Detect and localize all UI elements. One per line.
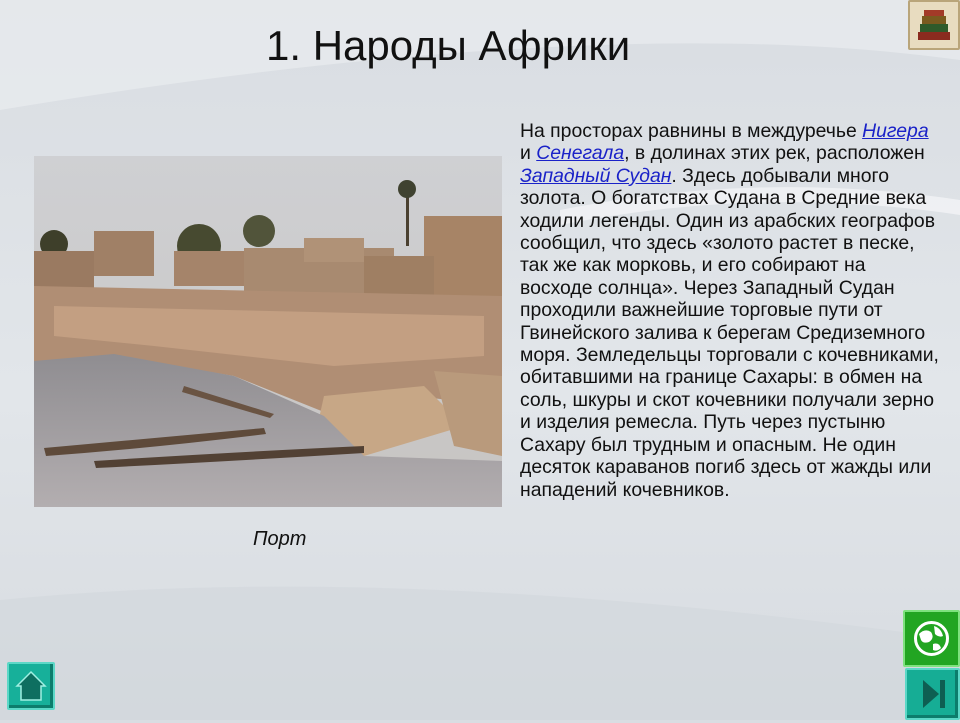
body-text-part: На просторах равнины в междуречье bbox=[520, 120, 863, 142]
link-western-sudan[interactable]: Западный Судан bbox=[520, 164, 672, 187]
photo-caption: Порт bbox=[253, 528, 307, 550]
slide-title: 1. Народы Африки bbox=[266, 22, 631, 69]
next-button[interactable] bbox=[905, 668, 960, 720]
body-text bbox=[520, 120, 940, 501]
link-niger[interactable]: Нигера bbox=[862, 120, 929, 142]
globe-button[interactable] bbox=[903, 610, 960, 667]
home-button[interactable] bbox=[7, 662, 55, 710]
body-text-part: и bbox=[520, 142, 537, 165]
port-photo bbox=[34, 156, 502, 507]
next-icon bbox=[907, 670, 958, 718]
link-senegal[interactable]: Сенегала bbox=[536, 142, 625, 165]
home-icon bbox=[9, 664, 53, 708]
globe-icon bbox=[905, 612, 958, 665]
body-text-part: . Здесь добывали много золота. О богатствах Судана в Средние века ходили легенды. Один из арабских географов сообщил, что здесь «золото растет в песке, так же как морковь, и его собирают на восходе солнца». Через Западный Судан проходили важнейшие торговые пути от Гвинейского залива к берегам Средиземного моря. Земледельцы торговали с кочевниками, обитавшими на границе Сахары: в обмен на соль, шкуры и скот кочевники получали зерно и изделия ремесла. Путь через пустыню Сахару был трудным и опасным. Не один десяток караванов погиб здесь от жажды или нападений кочевников. bbox=[520, 164, 939, 501]
body-text-part: , в долинах этих рек, расположен bbox=[624, 142, 925, 165]
books-button[interactable] bbox=[908, 0, 960, 50]
books-icon bbox=[910, 2, 958, 48]
